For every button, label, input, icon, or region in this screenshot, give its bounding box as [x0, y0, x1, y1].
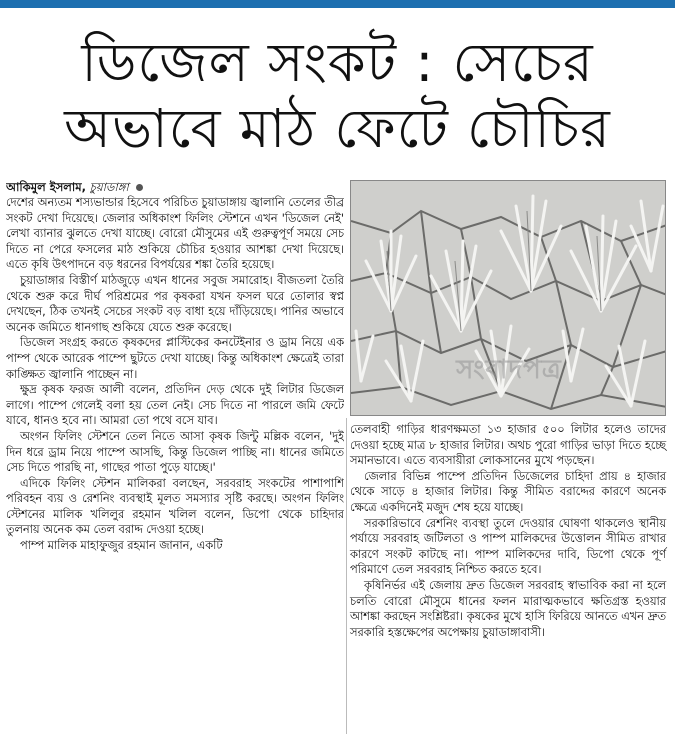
article-photo: [350, 180, 666, 416]
headline-line-1: ডিজেল সংকট : সেচের: [81, 31, 594, 94]
column-divider: [346, 418, 347, 734]
article-paragraph: ডিজেল সংগ্রহ করতে কৃষকদের প্লাস্টিকের কনটেইনার ও ড্রাম নিয়ে এক পাম্প থেকে আরেক পাম্পে ছুটতে দেখা যাচ্ছে। কিন্তু অধিকাংশ ক্ষেত্রেই তারা কাঙ্ক্ষিত জ্বালানি পাচ্ছেন না।: [6, 336, 344, 381]
top-color-bar: [0, 0, 675, 8]
article-paragraph: সরকারিভাবে রেশনিং ব্যবস্থা তুলে দেওয়ার ঘোষণা থাকলেও স্থানীয় পর্যায়ে সরবরাহ জটিলতা ও পাম্প মালিকদের উত্তোলন সীমিত রাখার কারণে সংকট কাটছে না। পাম্প মালিকদের দাবি, ডিপো থেকে পূর্ণ পরিমাণে তেল সরবরাহ নিশ্চিত করতে হবে।: [350, 516, 666, 577]
byline-location: চুয়াডাঙ্গা: [89, 180, 129, 194]
article-paragraph: চুয়াডাঙ্গার বিস্তীর্ণ মাঠজুড়ে এখন ধানের সবুজ সমারোহ। বীজতলা তৈরি থেকে শুরু করে দীর্ঘ পরিশ্রমের পর কৃষকরা যখন ফসল ঘরে তোলার স্বপ্ন দেখছেন, ঠিক তখনই সেচের সংকট বড় বাধা হয়ে দাঁড়িয়েছে। পানির অভাবে অনেক জমিতে ধানগাছ শুকিয়ে যেতে শুরু করেছে।: [6, 273, 344, 334]
byline-bullet-icon: [136, 184, 143, 191]
article-paragraph: দেশের অন্যতম শস্যভান্ডার হিসেবে পরিচিত চুয়াডাঙ্গায় জ্বালানি তেলের তীব্র সংকট দেখা দিয়েছে। জেলার অধিকাংশ ফিলিং স্টেশনে এখন 'ডিজেল নেই' লেখা ব্যানার ঝুলতে দেখা যাচ্ছে। বোরো মৌসুমের এই গুরুত্বপূর্ণ সময়ে সেচ দিতে না পেরে ফসলের মাঠ শুকিয়ে চৌচির হওয়ার আশঙ্কা দেখা দিয়েছে। এতে কৃষি উৎপাদনে বড় ধরনের বিপর্যয়ের শঙ্কা তৈরি হয়েছে।: [6, 196, 344, 272]
article-paragraph: জেলার বিভিন্ন পাম্পে প্রতিদিন ডিজেলের চাহিদা প্রায় ৪ হাজার থেকে সাড়ে ৪ হাজার লিটার। কিন্তু সীমিত বরাদ্দের কারণে অনেক ক্ষেত্রে একদিনেই মজুদ শেষ হয়ে যাচ্ছে।: [350, 469, 666, 514]
article-paragraph: পাম্প মালিক মাহাফুজুর রহমান জানান, একটি: [20, 539, 223, 553]
headline-line-2: অভাবে মাঠ ফেটে চৌচির: [64, 97, 611, 160]
right-column: [350, 180, 666, 735]
photo-watermark: সংবাদপত্র: [456, 355, 562, 385]
right-column-text: [350, 422, 666, 640]
article-paragraph: ক্ষুদ্র কৃষক ফরজ আলী বলেন, প্রতিদিন দেড় থেকে দুই লিটার ডিজেল লাগে। পাম্পে গেলেই বলা হয় তেল নেই। সেচ দিতে না পারলে জমি ফেটে যাবে, ধানও হবে না। আমরা তো পথে বসে যাব।: [6, 383, 344, 428]
left-column: [6, 180, 344, 735]
headline: [0, 30, 675, 162]
article-paragraph: অংগন ফিলিং স্টেশনে তেল নিতে আসা কৃষক জিন্টু মল্লিক বলেন, 'দুই দিন ধরে ড্রাম নিয়ে পাম্পে আসছি, কিন্তু ডিজেল পাচ্ছি না। ধানের জমিতে সেচ দিতে পারছি না, গাছের পাতা পুড়ে যাচ্ছে।': [6, 429, 344, 475]
byline-author: আকিমুল ইসলাম,: [6, 180, 86, 194]
byline: [6, 180, 344, 195]
article-paragraph: এদিকে ফিলিং স্টেশন মালিকরা বলছেন, সরবরাহ সংকটের পাশাপাশি পরিবহন ব্যয় ও রেশনিং ব্যবস্থাই মূলত সমস্যার সৃষ্টি করছে। অংগন ফিলিং স্টেশনের মালিক খলিলুর রহমান খলিল বলেন, ডিপো থেকে চাহিদার তুলনায় অনেক কম তেল বরাদ্দ দেওয়া হচ্ছে।: [6, 476, 344, 537]
article-paragraph: কৃষিনির্ভর এই জেলায় দ্রুত ডিজেল সরবরাহ স্বাভাবিক করা না হলে চলতি বোরো মৌসুমে ধানের ফলন মারাত্মকভাবে ক্ষতিগ্রস্ত হওয়ার আশঙ্কা করছেন সংশ্লিষ্টরা। কৃষকের মুখে হাসি ফিরিয়ে আনতে এখন দ্রুত সরকারি হস্তক্ষেপের অপেক্ষায় চুয়াডাঙ্গাবাসী।: [350, 578, 666, 639]
article-paragraph: তেলবাহী গাড়ির ধারণক্ষমতা ১৩ হাজার ৫০০ লিটার হলেও তাদের দেওয়া হচ্ছে মাত্র ৮ হাজার লিটার। অথচ পুরো গাড়ির ভাড়া দিতে হচ্ছে সমানভাবে। এতে ব্যবসায়ীরা লোকসানের মুখে পড়ছেন।: [350, 423, 666, 468]
